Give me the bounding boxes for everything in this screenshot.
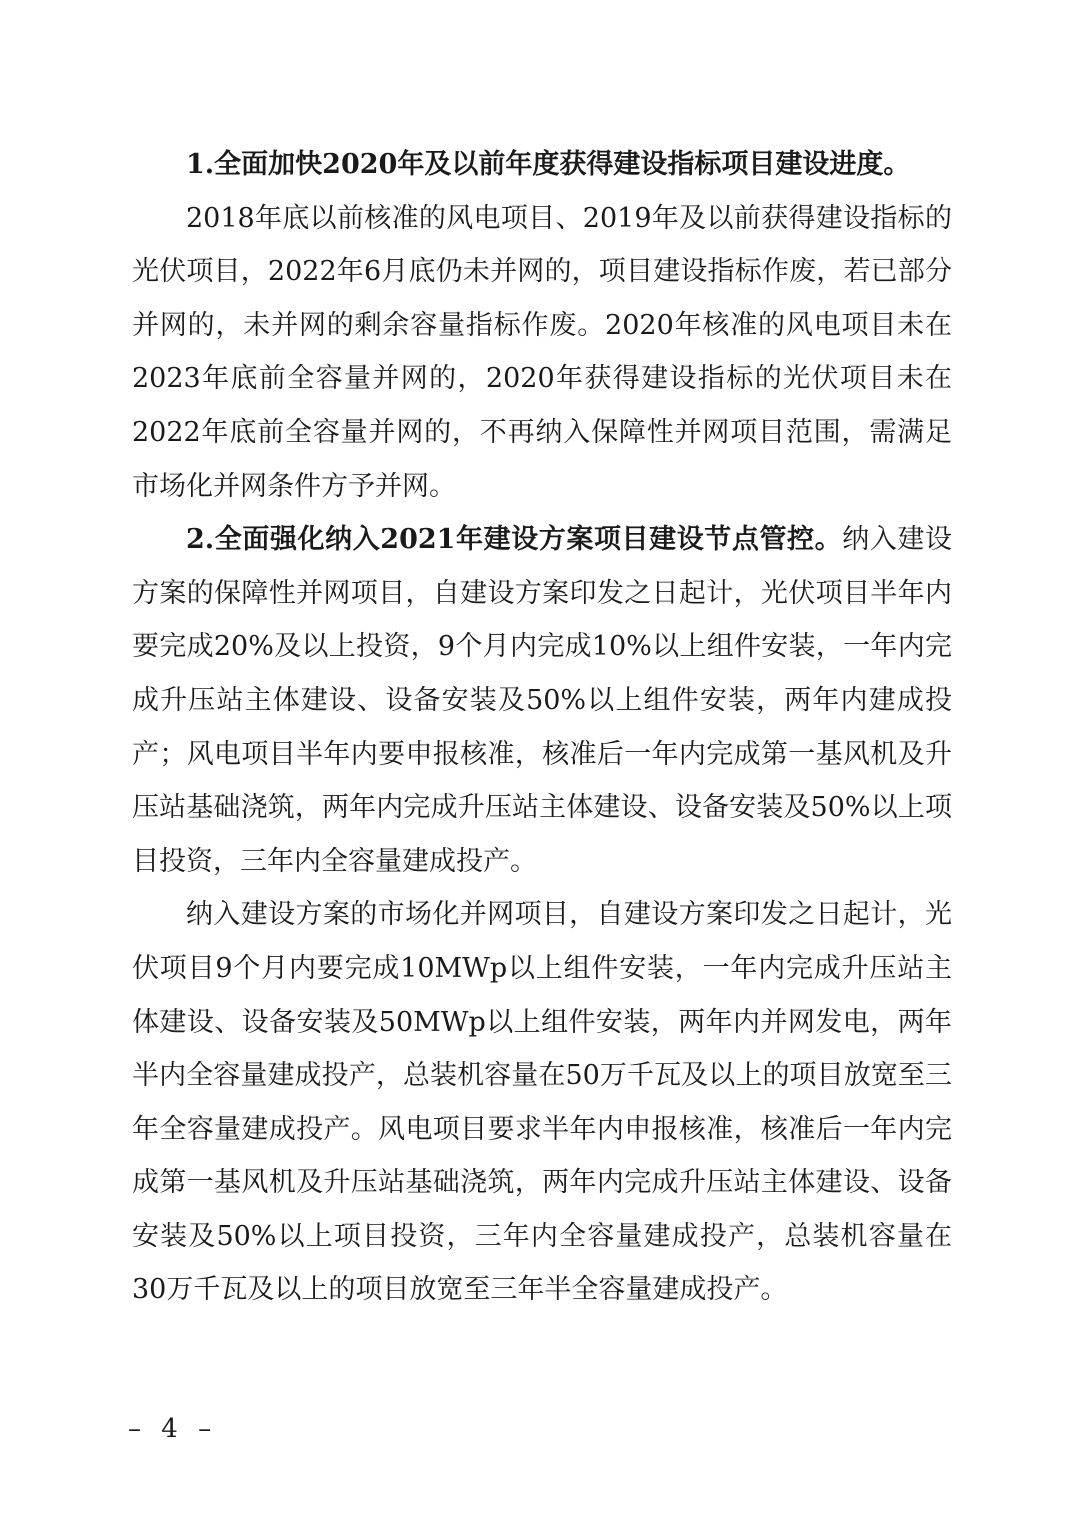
section-3-paragraph: 纳入建设方案的市场化并网项目，自建设方案印发之日起计，光伏项目9个月内要完成10MWp以上组件安装，一年内完成升压站主体建设、设备安装及50MWp以上组件安装，两年内并网发电，两年半内全容量建成投产，总装机容量在50万千瓦及以上的项目放宽至三年全容量建成投产。风电项目要求半年内申报核准，核准后一年内完成第一基风机及升压站基础浇筑，两年内完成升压站主体建设、设备安装及50%以上项目投资，三年内全容量建成投产，总装机容量在30万千瓦及以上的项目放宽至三年半全容量建成投产。: [132, 899, 952, 1306]
section-2-paragraph-block: [132, 513, 952, 888]
section-2-paragraph: 纳入建设方案的保障性并网项目，自建设方案印发之日起计，光伏项目半年内要完成20%及以上投资，9个月内完成10%以上组件安装，一年内完成升压站主体建设、设备安装及50%以上组件安装，两年内建成投产；风电项目半年内要申报核准，核准后一年内完成第一基风机及升压站基础浇筑，两年内完成升压站主体建设、设备安装及50%以上项目投资，三年内全容量建成投产。: [132, 524, 952, 877]
section-1-paragraph: 2018年底以前核准的风电项目、2019年及以前获得建设指标的光伏项目，2022年6月底仍未并网的，项目建设指标作废，若已部分并网的，未并网的剩余容量指标作废。2020年核准的风电项目未在2023年底前全容量并网的，2020年获得建设指标的光伏项目未在2022年底前全容量并网的，不再纳入保障性并网项目范围，需满足市场化并网条件方予并网。: [132, 202, 952, 502]
document-body: [132, 138, 952, 1317]
section-2-heading: 2.全面强化纳入2021年建设方案项目建设节点管控。: [186, 524, 843, 556]
page-number: – 4 –: [128, 1414, 218, 1444]
section-1-heading: 1.全面加快2020年及以前年度获得建设指标项目建设进度。: [186, 149, 911, 180]
